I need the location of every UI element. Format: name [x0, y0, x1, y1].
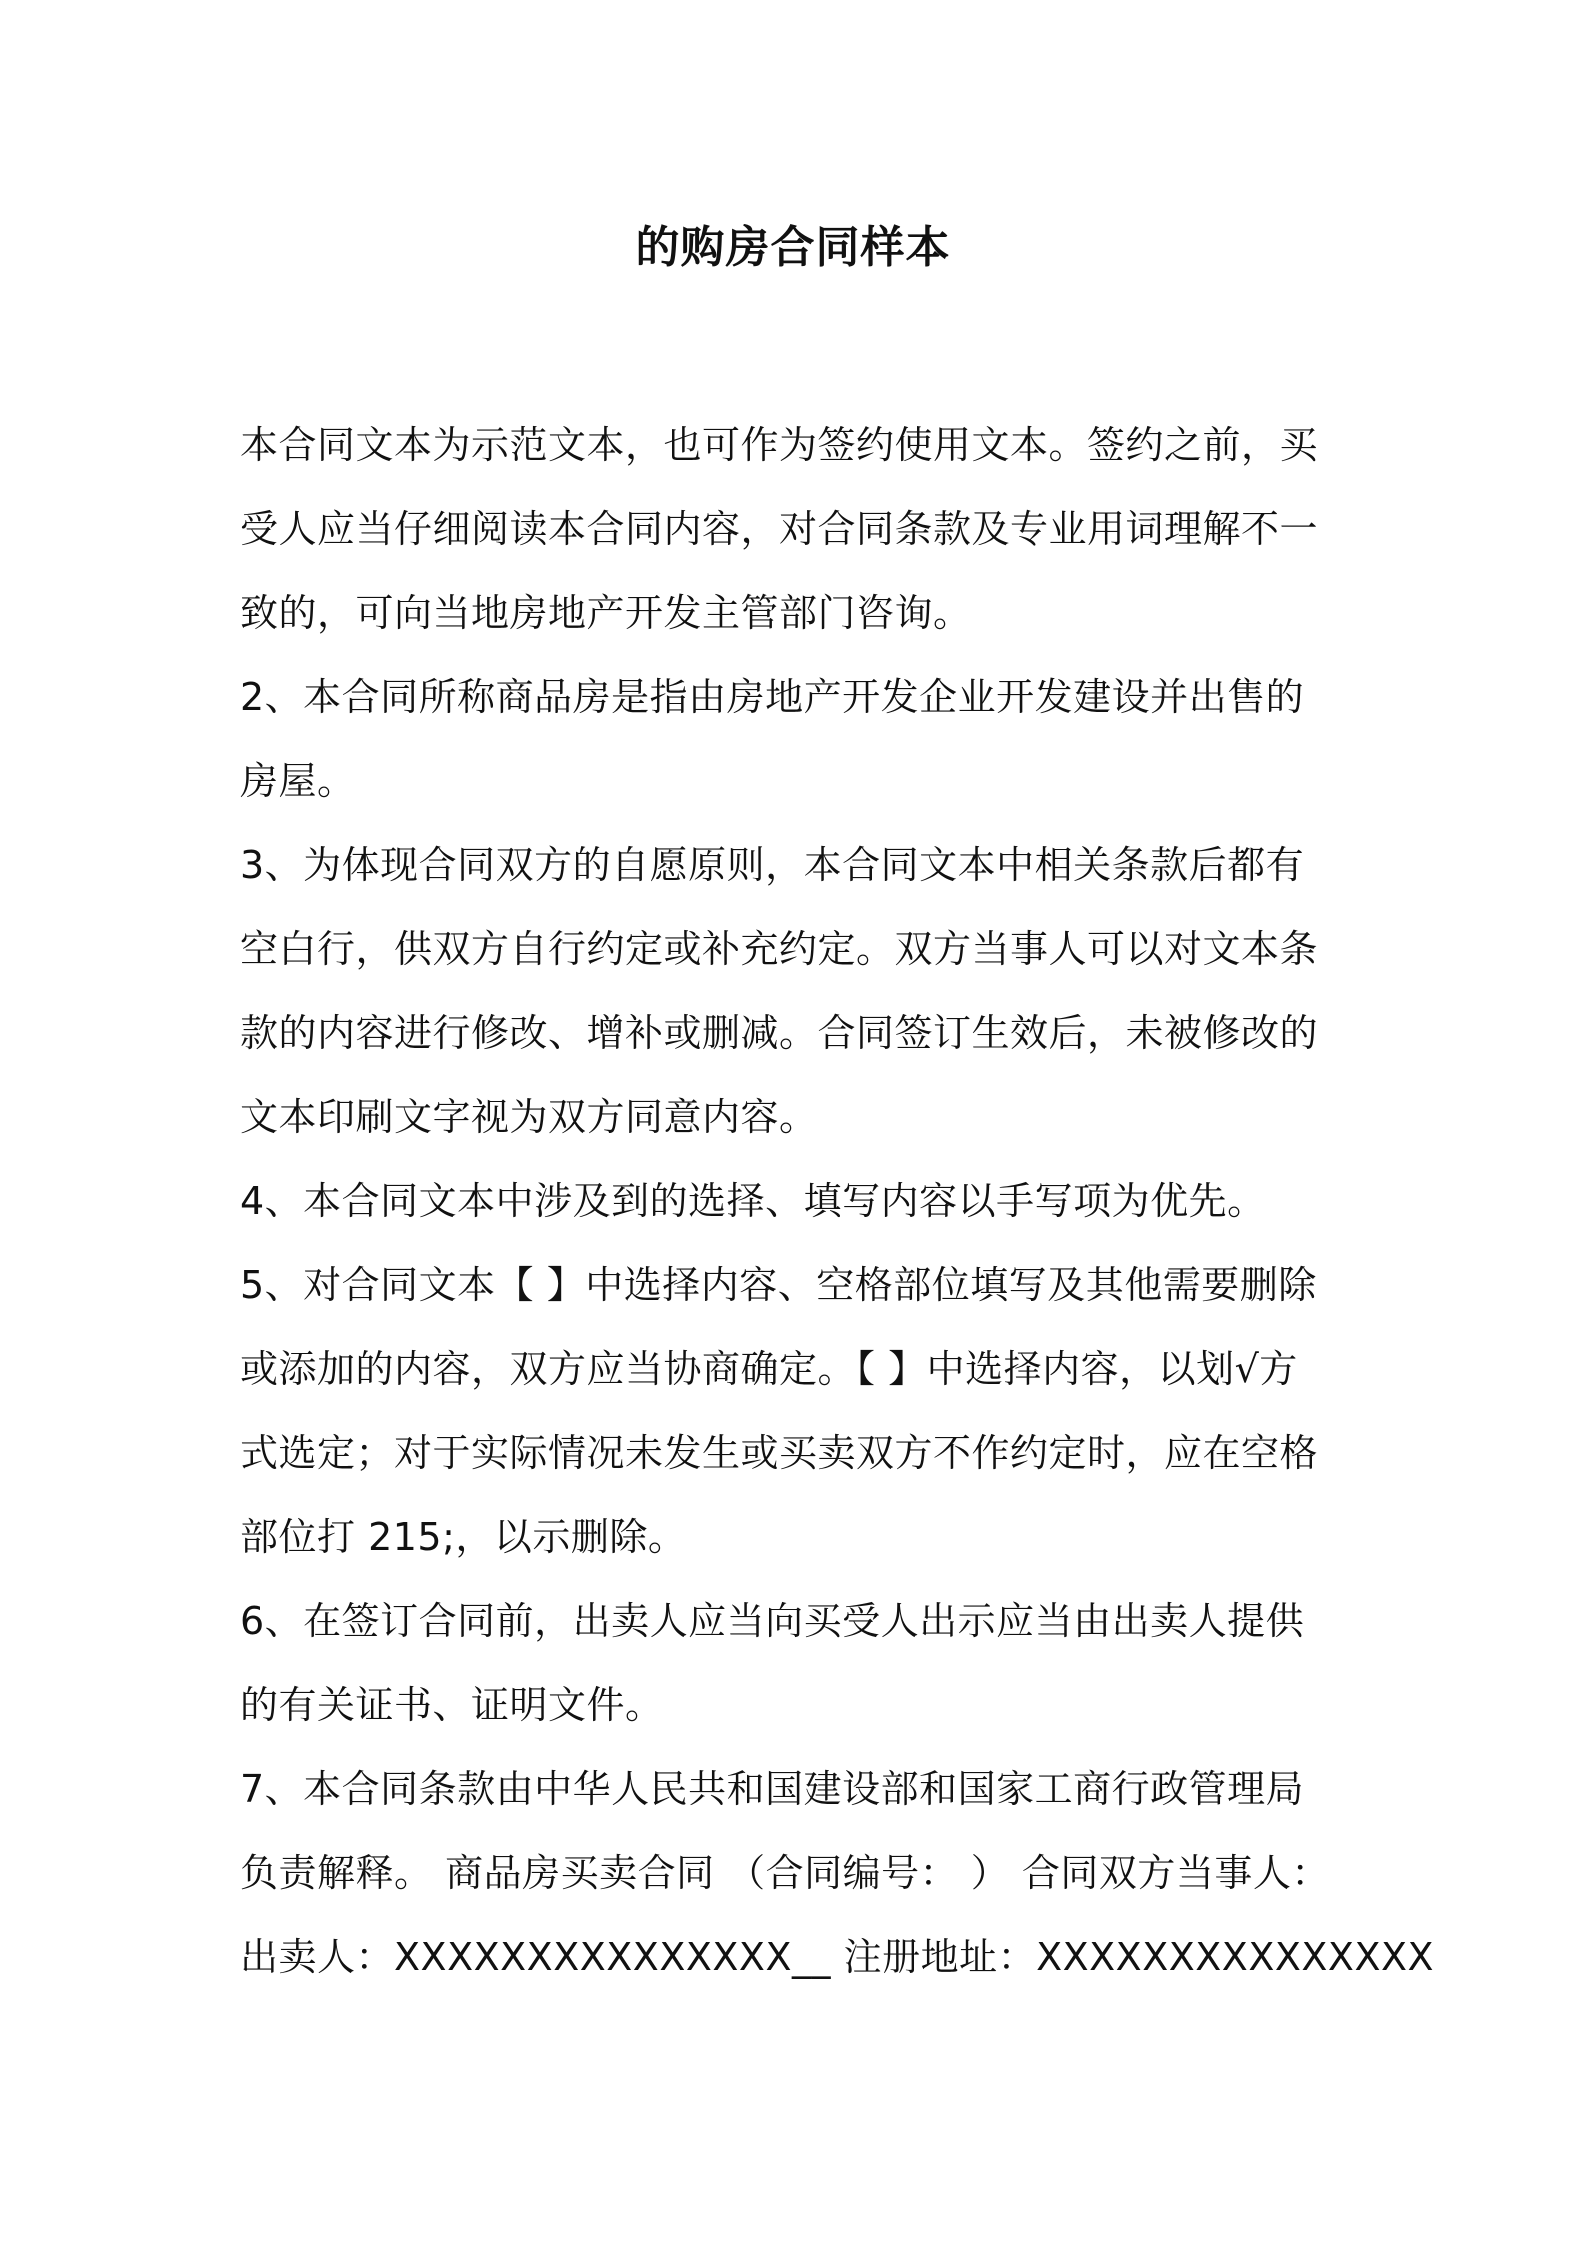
body-line: 负责解释。 商品房买卖合同 （合同编号： ） 合同双方当事人：	[240, 1851, 1330, 1895]
body-line: 5、对合同文本【 】中选择内容、空格部位填写及其他需要删除	[240, 1263, 1317, 1307]
body-line: 空白行，供双方自行约定或补充约定。双方当事人可以对文本条	[240, 927, 1319, 971]
document-body	[240, 403, 1435, 1999]
body-line: 本合同文本为示范文本，也可作为签约使用文本。签约之前，买	[240, 423, 1319, 467]
body-line: 式选定；对于实际情况未发生或买卖双方不作约定时，应在空格	[240, 1431, 1319, 1475]
body-line: 7、本合同条款由中华人民共和国建设部和国家工商行政管理局	[240, 1767, 1305, 1811]
body-line: 的有关证书、证明文件。	[240, 1683, 664, 1727]
body-line: 致的，可向当地房地产开发主管部门咨询。	[240, 591, 972, 635]
body-line: 3、为体现合同双方的自愿原则，本合同文本中相关条款后都有	[240, 843, 1305, 887]
body-line: 文本印刷文字视为双方同意内容。	[240, 1095, 818, 1139]
body-line: 款的内容进行修改、增补或删减。合同签订生效后，未被修改的	[240, 1011, 1319, 1055]
body-line: 或添加的内容，双方应当协商确定。【 】中选择内容，以划√方	[240, 1347, 1298, 1391]
body-line: 2、本合同所称商品房是指由房地产开发企业开发建设并出售的	[240, 675, 1305, 719]
body-line: 部位打 215;，以示删除。	[240, 1515, 687, 1559]
body-line: 6、在签订合同前，出卖人应当向买受人出示应当由出卖人提供	[240, 1599, 1305, 1643]
body-line: 房屋。	[240, 759, 356, 803]
body-line: 4、本合同文本中涉及到的选择、填写内容以手写项为优先。	[240, 1179, 1266, 1223]
body-line: 出卖人：XXXXXXXXXXXXXXX__ 注册地址：XXXXXXXXXXXXXXX	[240, 1935, 1435, 1979]
body-line: 受人应当仔细阅读本合同内容，对合同条款及专业用词理解不一	[240, 507, 1319, 551]
document-title: 的购房合同样本	[635, 222, 951, 273]
